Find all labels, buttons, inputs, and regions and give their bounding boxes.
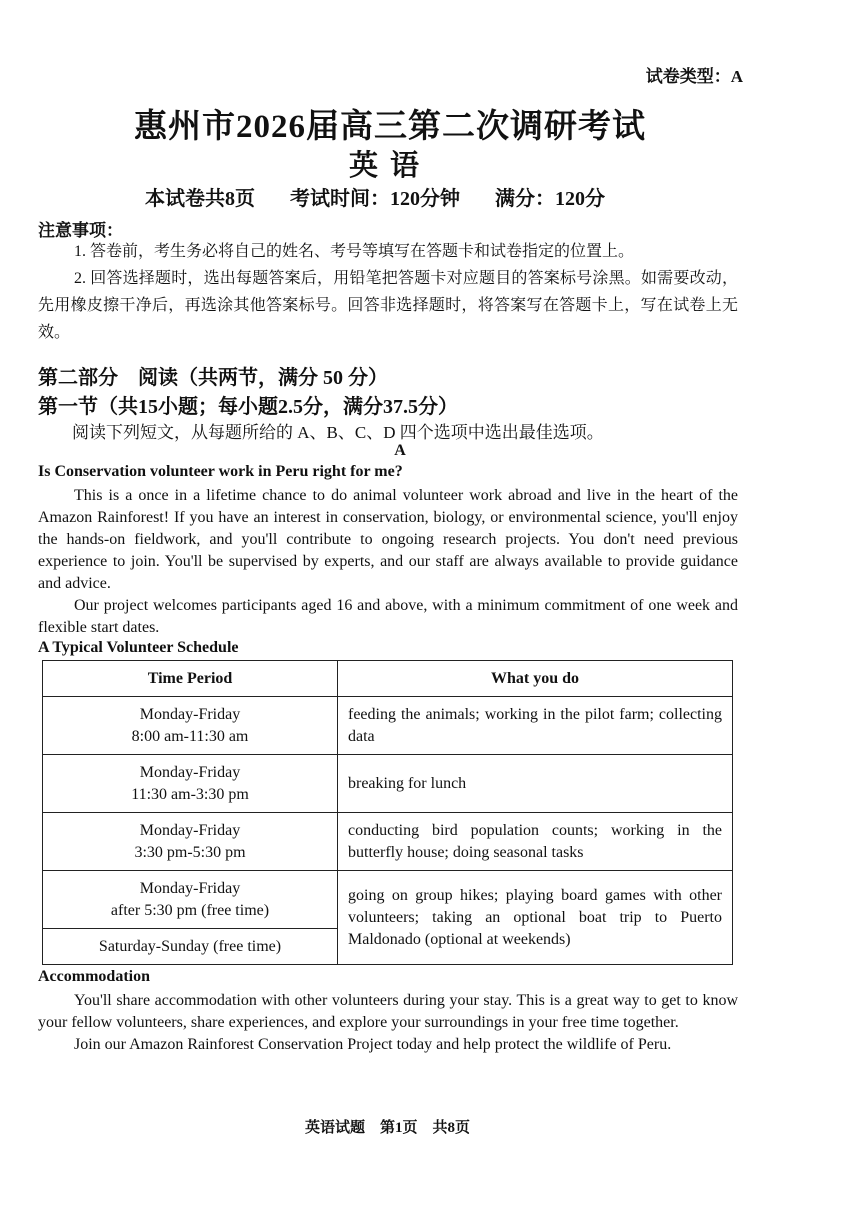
- day-range: Monday-Friday: [139, 821, 241, 839]
- passage-intro: [38, 485, 738, 639]
- time-period-cell: [43, 871, 338, 929]
- day-range: Saturday-Sunday (free time): [98, 937, 282, 955]
- passage-paragraph: You'll share accommodation with other volunteers during your stay. This is a great way to get to know your fellow volunteers, share experiences, and explore your surroundings in your free time together.: [38, 992, 738, 1031]
- exam-title: 惠州市2026届高三第二次调研考试: [134, 109, 646, 145]
- schedule-table: [42, 660, 733, 965]
- time-range: after 5:30 pm (free time): [110, 901, 270, 919]
- exam-meta: [145, 182, 635, 211]
- notice-list: [38, 238, 738, 346]
- time-range: 11:30 am-3:30 pm: [131, 785, 249, 803]
- table-header-row: [43, 661, 733, 697]
- time-period-cell: [43, 929, 338, 965]
- time-range: 3:30 pm-5:30 pm: [134, 843, 246, 861]
- activity-cell: breaking for lunch: [338, 755, 733, 813]
- passage-paragraph: This is a once in a lifetime chance to do animal volunteer work abroad and live in the heart of the Amazon Rainforest! If you have an interest in conservation, biology, or environmental science, you'll enjoy the hands-on fieldwork, and you'll contribute to ongoing research projects. You don't need previous experience to join. You'll be supervised by experts, and our staff are always available to provide guidance and advice.: [38, 487, 738, 592]
- accommodation-title: Accommodation: [38, 968, 150, 985]
- time-period-cell: [43, 697, 338, 755]
- reading-instruction: 阅读下列短文，从每题所给的 A、B、C、D 四个选项中选出最佳选项。: [72, 423, 604, 442]
- activity-cell: conducting bird population counts; working in the butterfly house; doing seasonal tasks: [338, 813, 733, 871]
- paper-type-label: 试卷类型：A: [645, 67, 743, 86]
- table-row: [43, 871, 733, 929]
- exam-duration: 考试时间：120分钟: [290, 188, 460, 210]
- page-footer: 英语试题 第1页 共8页: [304, 1120, 470, 1136]
- activity-cell: feeding the animals; working in the pilot farm; collecting data: [338, 697, 733, 755]
- activity-cell: going on group hikes; playing board games with other volunteers; taking an optional boat trip to Puerto Maldonado (optional at weekends): [338, 871, 733, 965]
- notice-item: 2. 回答选择题时，选出每题答案后，用铅笔把答题卡对应题目的答案标号涂黑。如需要改动，先用橡皮擦干净后，再选涂其他答案标号。回答非选择题时，将答案写在答题卡上，写在试卷上无效。: [38, 270, 738, 341]
- day-range: Monday-Friday: [139, 763, 241, 781]
- table-row: [43, 813, 733, 871]
- time-period-cell: [43, 755, 338, 813]
- notice-item: 1. 答卷前，考生务必将自己的姓名、考号等填写在答题卡和试卷指定的位置上。: [74, 243, 635, 260]
- day-range: Monday-Friday: [139, 705, 241, 723]
- column-header: Time Period: [43, 661, 338, 697]
- passage-title: Is Conservation volunteer work in Peru right for me?: [38, 463, 403, 480]
- page-count: 本试卷共8页: [145, 188, 255, 210]
- schedule-title: A Typical Volunteer Schedule: [38, 639, 239, 656]
- passage-paragraph: Join our Amazon Rainforest Conservation Project today and help protect the wildlife of Peru.: [74, 1036, 672, 1053]
- subject-title: 英语: [348, 150, 431, 182]
- time-period-cell: [43, 813, 338, 871]
- table-row: [43, 697, 733, 755]
- section-heading: 第一节（共15小题；每小题2.5分，满分37.5分）: [38, 396, 458, 418]
- table-row: [43, 755, 733, 813]
- time-range: 8:00 am-11:30 am: [131, 727, 249, 745]
- notice-heading: 注意事项：: [38, 221, 123, 240]
- full-score: 满分：120分: [495, 188, 605, 210]
- accommodation-text: [38, 990, 738, 1056]
- passage-paragraph: Our project welcomes participants aged 16 and above, with a minimum commitment of one week and flexible start dates.: [38, 597, 738, 636]
- day-range: Monday-Friday: [139, 879, 241, 897]
- part-heading: 第二部分 阅读（共两节，满分 50 分）: [38, 367, 388, 389]
- passage-letter: A: [394, 442, 406, 459]
- column-header: What you do: [338, 661, 733, 697]
